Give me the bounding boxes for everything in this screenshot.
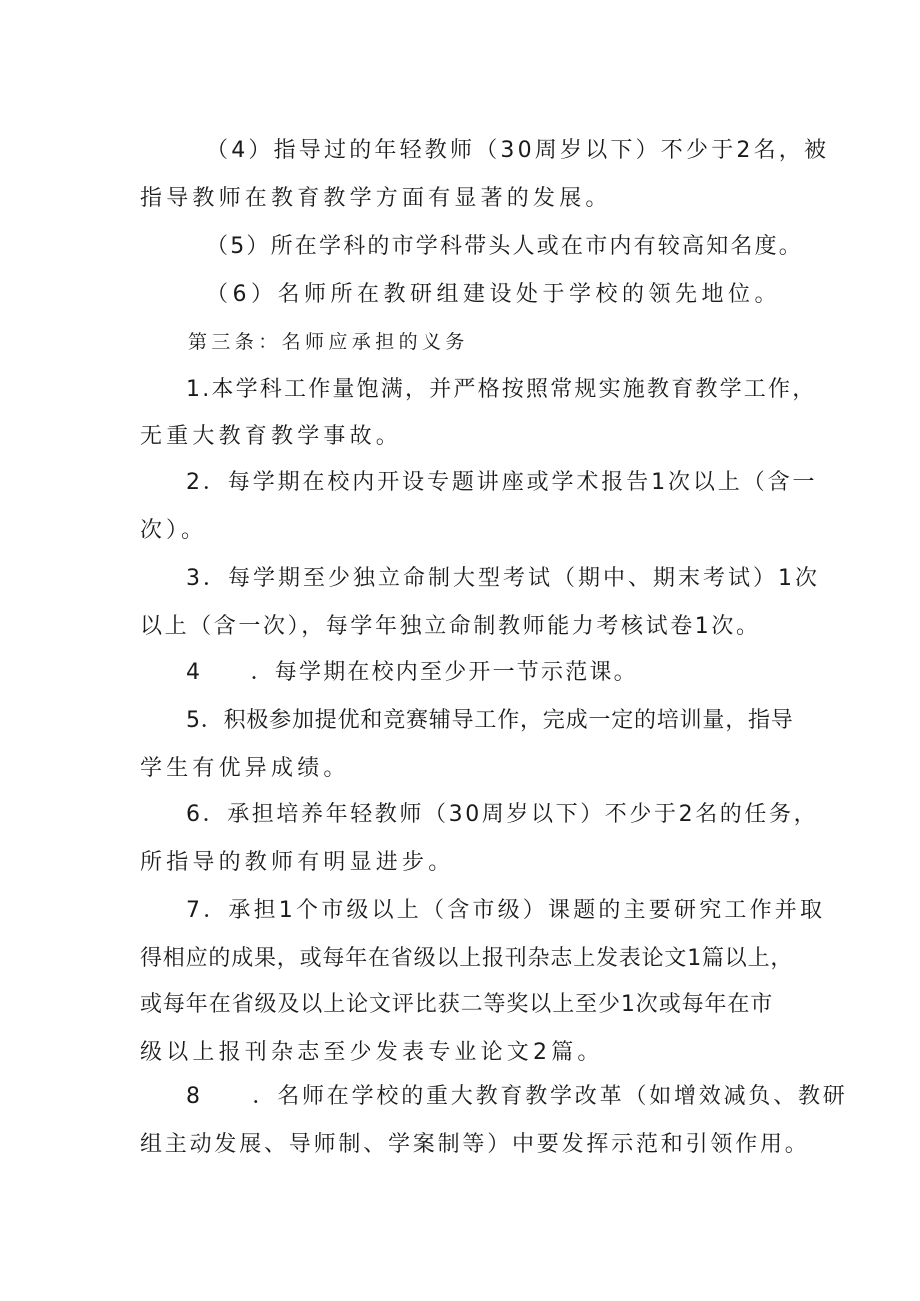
text-line: 1.本学科工作量饱满，并严格按照常规实施教育教学工作， bbox=[186, 377, 817, 402]
text-line: （4）指导过的年轻教师（30周岁以下）不少于2名，被 bbox=[206, 138, 830, 163]
text-line: 或每年在省级及以上论文评比获二等奖以上至少1次或每年在市 bbox=[140, 992, 774, 1017]
text-line: 3．每学期至少独立命制大型考试（期中、期末考试）1次 bbox=[186, 566, 820, 591]
text-line: 以上（含一次），每学年独立命制教师能力考核试卷1次。 bbox=[140, 614, 761, 639]
text-line: 得相应的成果，或每年在省级以上报刊杂志上发表论文1篇以上， bbox=[140, 946, 794, 971]
text-line: 6．承担培养年轻教师（30周岁以下）不少于2名的任务， bbox=[186, 802, 819, 827]
text-line: 学生有优异成绩。 bbox=[140, 756, 350, 781]
section-heading: 第三条：名师应承担的义务 bbox=[188, 331, 469, 353]
text-line: 组主动发展、导师制、学案制等）中要发挥示范和引领作用。 bbox=[140, 1132, 810, 1157]
text-line: 2．每学期在校内开设专题讲座或学术报告1次以上（含一 bbox=[186, 470, 818, 495]
text-line: （5）所在学科的市学科带头人或在市内有较高知名度。 bbox=[206, 234, 803, 259]
text-line: 4 ．每学期在校内至少开一节示范课。 bbox=[186, 660, 638, 685]
text-line: 无重大教育教学事故。 bbox=[140, 424, 403, 449]
text-line: 7．承担1个市级以上（含市级）课题的主要研究工作并取 bbox=[186, 898, 826, 923]
text-line: 5．积极参加提优和竞赛辅导工作，完成一定的培训量，指导 bbox=[186, 708, 794, 733]
text-line: 所指导的教师有明显进步。 bbox=[140, 850, 455, 875]
text-line: 8 ．名师在学校的重大教育教学改革（如增效减负、教研 bbox=[186, 1084, 848, 1109]
text-line: 次）。 bbox=[140, 518, 208, 543]
text-line: 级以上报刊杂志至少发表专业论文2篇。 bbox=[140, 1040, 604, 1065]
text-line: （6）名师所在教研组建设处于学校的领先地位。 bbox=[206, 282, 781, 307]
text-line: 指导教师在教育教学方面有显著的发展。 bbox=[140, 186, 612, 211]
